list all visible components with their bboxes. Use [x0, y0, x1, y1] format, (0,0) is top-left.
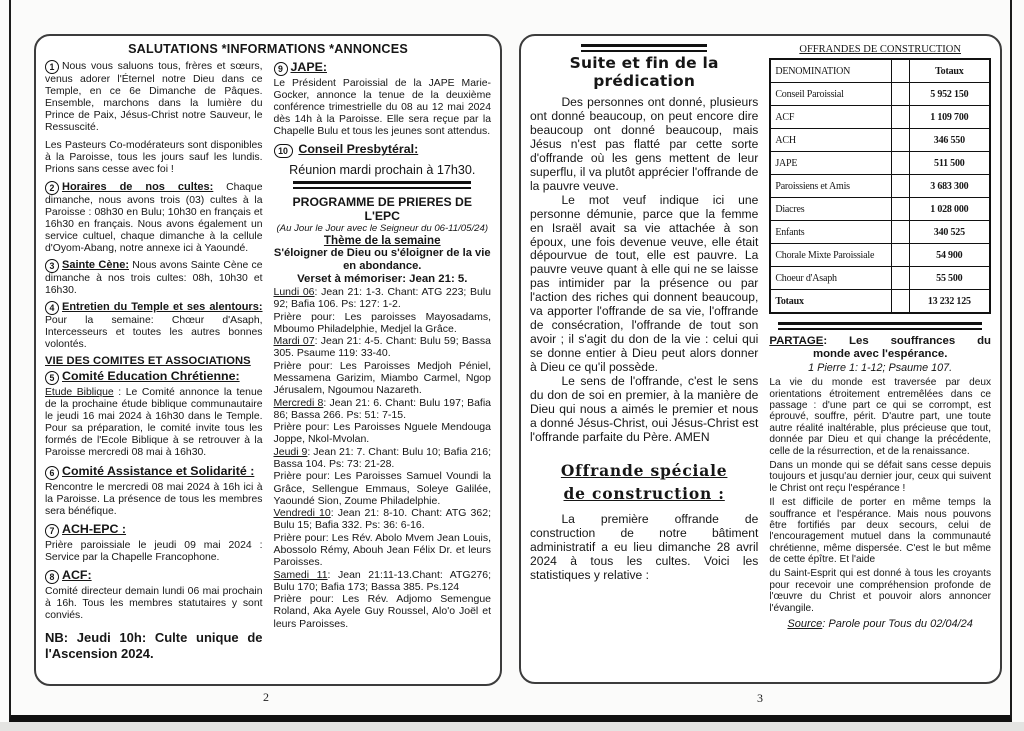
table-row: [770, 244, 990, 267]
row-value: 1 028 000: [909, 198, 990, 221]
item-2-number: 2: [45, 181, 59, 195]
day-entry-saturday: [274, 569, 492, 594]
table-spacer: [891, 152, 909, 175]
partage-paragraph-4: du Saint-Esprit qui est donné à tous les croyants pour recevoir une compréhension profonde de l'œuvre du Christ et pouvoir alors annoncer l'évangile.: [769, 568, 991, 614]
item-1-number: 1: [45, 60, 59, 74]
table-spacer: [891, 244, 909, 267]
source-label: Source: [787, 618, 823, 631]
special-offering-title-line2: de construction :: [563, 484, 725, 504]
day-entry-tuesday: [274, 335, 492, 360]
day-refs: : Jean 21: 1-3. Chant: ATG 223; Bulu 92; Bafia 106. Ps: 127: 1-2.: [273, 286, 491, 311]
sermon-paragraph-3: Le sens de l'offrande, c'est le sens du don de soi en premier, à la manière de Dieu qui nous a aimés le premier et nous a donné Jésus-Christ, oui Jésus-Christ est l'offrande parfaite du Père. AMEN: [530, 374, 759, 444]
left-columns: [45, 60, 491, 663]
partage-scripture-reference: 1 Pierre 1: 1-12; Psaume 107.: [808, 362, 953, 375]
table-spacer: [891, 290, 909, 314]
day-refs: : Jean 21: 4-5. Chant: Bulu 59; Bassa 305. Psaume 119: 33-40.: [273, 335, 491, 360]
partage-section: [769, 335, 991, 630]
left-column-2: [274, 60, 492, 663]
day-prayer-friday: Prière pour: Les Rév. Abolo Mvem Jean Louis, Abossolo Rémy, Abouh Jean Félix Dr. et leurs Paroisses.: [273, 531, 491, 569]
page-number-right: 3: [757, 691, 763, 705]
item-7-number: 7: [45, 524, 59, 538]
program-theme: S'éloigner de Dieu ou s'éloigner de la vie en abondance.: [273, 247, 491, 273]
bulletin-page-right: [519, 34, 1002, 684]
item-4-title: Entretien du Temple et ses alentours:: [62, 300, 263, 313]
table-row: [770, 175, 990, 198]
day-prayer-wednesday: Prière pour: Les Paroisses Nguele Mendouga Joppe, Nkol-Mvolan.: [273, 421, 491, 446]
page-left-header: SALUTATIONS *INFORMATIONS *ANNONCES: [128, 42, 408, 56]
item-2: [45, 181, 263, 255]
item-8: [45, 568, 263, 622]
table-header-totaux: Totaux: [909, 59, 990, 83]
day-entry-thursday: [274, 446, 492, 471]
item-5-lead: Etude Biblique: [45, 387, 114, 399]
item-5-number: 5: [45, 371, 59, 385]
table-row: [770, 267, 990, 290]
day-name: Mardi 07: [273, 335, 315, 348]
special-offering-text: La première offrande de construction de notre bâtiment administratif a eu lieu dimanche 28 avril 2024 à tous les cultes. Voici les statistiques y relative :: [530, 512, 759, 583]
sermon-title: Suite et fin de la prédication: [569, 54, 719, 90]
day-prayer-thursday: Prière pour: Les Paroisses Samuel Voundi la Grâce, Sellengue Emmaus, Soleye Galilée, Yaoundé Sion, Zoume Philadelphie.: [273, 470, 491, 507]
row-label: Diacres: [770, 198, 891, 221]
section-header-comites: VIE DES COMITES ET ASSOCIATIONS: [45, 355, 251, 368]
special-offering-title: [530, 459, 758, 506]
right-column-2: [769, 40, 991, 630]
table-spacer: [891, 267, 909, 290]
table-row: [770, 129, 990, 152]
partage-source: [769, 618, 991, 630]
right-column-1: [530, 40, 758, 630]
double-rule-divider: [293, 181, 471, 189]
item-9-number: 9: [274, 62, 288, 76]
item-7: [45, 522, 263, 564]
row-value: 511 500: [909, 152, 990, 175]
row-value: 346 550: [909, 129, 990, 152]
item-4-number: 4: [45, 301, 59, 315]
day-name: Mercredi 8: [273, 396, 324, 409]
row-value: 1 109 700: [909, 106, 990, 129]
conseil-meeting-line: Réunion mardi prochain à 17h30.: [289, 163, 476, 178]
row-value: 54 900: [909, 244, 990, 267]
program-subtitle: (Au Jour le Jour avec le Seigneur du 06-11/05/24): [276, 223, 489, 235]
row-label: Conseil Paroissial: [770, 83, 891, 106]
row-value: 55 500: [909, 267, 990, 290]
day-name: Samedi 11: [273, 568, 328, 581]
table-spacer: [891, 106, 909, 129]
row-value: 5 952 150: [909, 83, 990, 106]
table-row: [770, 83, 990, 106]
item-8-number: 8: [45, 570, 59, 584]
row-label: ACF: [770, 106, 891, 129]
row-label: ACH: [770, 129, 891, 152]
page-number-left: 2: [263, 690, 269, 704]
partage-heading-line1: [769, 335, 991, 348]
offerings-table: [769, 58, 991, 314]
item-7-title: ACH-EPC :: [62, 521, 127, 536]
table-spacer: [891, 129, 909, 152]
table-header-denomination: DENOMINATION: [770, 59, 891, 83]
table-spacer: [891, 221, 909, 244]
right-columns: [530, 40, 991, 630]
scan-bottom-strip: [0, 722, 1024, 731]
day-entry-friday: [274, 507, 492, 532]
item-1-text: Nous vous saluons tous, frères et sœurs, venus adorer l'Éternel notre Dieu dans ce Temple, en ce 6e Dimanche de Pâques. Ensemble, marchons dans la lumière du Prince de Paix, Jésus-Christ notre Sauveur, le Ressuscité.: [45, 61, 263, 134]
item-1-text2: Les Pasteurs Co-modérateurs sont disponibles à la Paroisse, tous les jours sauf les lundis. Prions sans cesse avec foi !: [45, 140, 263, 176]
item-3-number: 3: [45, 259, 59, 273]
program-title: PROGRAMME DE PRIERES DE L'EPC: [292, 195, 472, 224]
item-3-title: Sainte Cène:: [62, 258, 129, 271]
item-9-text: Le Président Paroissial de la JAPE Marie-Gocker, annonce la tenue de la deuxième conférence trimestrielle du 08 au 12 mai 2024 dès 14h à la Paroisse. Elle sera reçue par la Chapelle Bulu et tous les jeunes sont attendus.: [273, 78, 491, 138]
table-spacer: [891, 198, 909, 221]
row-label: Enfants: [770, 221, 891, 244]
item-6-title: Comité Assistance et Solidarité :: [62, 463, 255, 478]
item-2-text: Chaque dimanche, nous avons trois (03) cultes à la Paroisse : 08h30 en Bulu; 10h30 en français et 16h30 en français. Nous avons également un service cultuel, chaque dimanche à la cellule d'Oyom-Abang, notre annexe ici à Yaoundé.: [45, 181, 263, 254]
total-value: 13 232 125: [909, 290, 990, 314]
day-prayer-tuesday: Prière pour: Les Paroisses Medjoh Péniel, Messamena Garizim, Miambo Carmel, Ngop Jérusalem, Ngoumou Nazareth.: [273, 359, 491, 397]
double-rule-partage: [778, 322, 982, 330]
special-offering-title-line1: Offrande spéciale: [560, 460, 728, 480]
partage-paragraph-1: La vie du monde est traversée par deux orientations étroitement entremêlées dans ce passage : d'une part ce qui se corrompt, est éprouvé, souffre, périt. D'autre part, une toute autre réalité inaltérable, plus précieuse que tout, donnée par Dieu et qui change la précédente, celle de la résurrection, et de la renaissance.: [769, 377, 991, 457]
item-4-text: Pour la semaine: Chœur d'Asaph, Intercesseurs et toutes les autres bonnes volontés.: [45, 314, 263, 351]
item-3-text: Nous avons Sainte Cène ce dimanche à nos trois cultes: 08h, 10h30 et 16h30.: [45, 259, 263, 296]
day-entry-wednesday: [274, 397, 492, 422]
item-10: [274, 142, 492, 177]
sermon-paragraph-2: Le mot veuf indique ici une personne démunie, parce que la femme en Israël avait sa vie attachée à son époux, une fois devenue veuve, elle était dépourvue de tout, elle est pauvre. La pauvre veuve quant à elle qui ne se laisse pas intimider par la présence ou par l'action des riches qui donnent beaucoup, va apporter l'offrande de sa vie, l'offrande de consécration, l'offrande de tout son avoir ; il s'agit du don de la vie : celui qui se donne entier à Dieu peut alors donner à Dieu ce qu'il possède.: [530, 192, 759, 375]
item-3: [45, 259, 263, 297]
day-refs: : Jean 21:11-13.Chant: ATG276; Bulu 170; Bafia 173; Bassa 385. Ps.124: [273, 568, 492, 593]
row-value: 340 525: [909, 221, 990, 244]
day-prayer-monday: Prière pour: Les paroisses Mayosadams, Mboumo Philadelphie, Medjel la Grâce.: [273, 310, 491, 335]
partage-paragraph-2: Dans un monde qui se défait sans cesse depuis toujours et jusqu'au dernier jour, ceux qui suivent le Christ ont reçu l'espérance !: [769, 459, 991, 494]
item-6-text: Rencontre le mercredi 08 mai 2024 à 16h ici à la Paroisse. La présence de tous les membres sera bénéfique.: [45, 481, 263, 517]
source-rest: : Parole pour Tous du 02/04/24: [822, 618, 973, 631]
partage-title-rest: : Les souffrances du: [823, 335, 991, 347]
partage-label: PARTAGE: [769, 335, 824, 347]
table-header-row: [770, 59, 990, 83]
table-spacer: [891, 59, 909, 83]
day-entry-monday: [274, 286, 492, 311]
row-label: Choeur d'Asaph: [770, 267, 891, 290]
day-prayer-saturday: Prière pour: Les Rév. Adjomo Semengue Roland, Aka Ayele Guy Roussel, Alo'o Joël et leurs Paroisses.: [273, 593, 491, 630]
nb-note: NB: Jeudi 10h: Culte unique de l'Ascension 2024.: [45, 630, 263, 662]
partage-paragraph-3: Il est difficile de porter en même temps la souffrance et l'espérance. Mais nous pouvons être fortifiés par deux secours, celui de l'encouragement mutuel dans la communauté chrétienne, même dispersée. C'est le but même de cette épître. Et l'aide: [769, 497, 991, 566]
item-10-number: 10: [274, 144, 293, 158]
item-9-title: JAPE:: [290, 60, 327, 74]
day-name: Vendredi 10: [273, 507, 331, 520]
item-6-number: 6: [45, 466, 59, 480]
item-5-text: : Le Comité annonce la tenue de la prochaine étude biblique communautaire le jeudi 16 mai 2024 à 16h30 dans le Temple. Pour sa préparation, le comité invite tous les formés de l'Ecole Biblique à se retrouver à la Paroisse mercredi 08 mai à 16h30.: [45, 387, 263, 459]
table-spacer: [891, 83, 909, 106]
item-6: [45, 464, 263, 518]
item-7-text: Prière paroissiale le jeudi 09 mai 2024 : Service par la Chapelle Francophone.: [45, 539, 263, 563]
bulletin-page-left: [34, 34, 502, 686]
table-row: [770, 152, 990, 175]
table-row: [770, 221, 990, 244]
day-name: Lundi 06: [273, 286, 315, 299]
item-8-title: ACF:: [62, 567, 92, 582]
program-theme-label: Thème de la semaine: [323, 234, 441, 248]
item-8-text: Comité directeur demain lundi 06 mai prochain à 16h. Tous les membres statutaires y sont conviés.: [45, 585, 263, 621]
item-4: [45, 301, 263, 351]
partage-heading-line2: monde avec l'espérance.: [812, 348, 948, 361]
item-10-title: Conseil Presbytéral:: [298, 142, 419, 157]
day-name: Jeudi 9: [273, 445, 308, 458]
row-label: Paroissiens et Amis: [770, 175, 891, 198]
double-rule-sermon: [581, 44, 707, 52]
item-9: [274, 60, 492, 138]
day-refs: : Jean 21: 7. Chant: Bulu 10; Bafia 216; Bassa 104. Ps: 73: 21-28.: [273, 445, 492, 470]
day-refs: : Jean 21: 8-10. Chant: ATG 362; Bulu 15; Bafia 332. Ps: 36: 6-16.: [273, 507, 491, 532]
table-row: [770, 106, 990, 129]
item-5: [45, 369, 263, 459]
row-label: JAPE: [770, 152, 891, 175]
row-label: Chorale Mixte Paroissiale: [770, 244, 891, 267]
item-2-title: Horaires de nos cultes:: [62, 180, 214, 193]
item-1: [45, 60, 263, 177]
total-label: Totaux: [770, 290, 891, 314]
item-5-title: Comité Education Chrétienne:: [62, 369, 240, 384]
table-total-row: [770, 290, 990, 314]
sermon-paragraph-1: Des personnes ont donné, plusieurs ont donné beaucoup, on peut encore dire beaucoup ont donné beaucoup, mais Jésus n'est pas flatté par cette sorte d'offrande où les gens mettent de leur superflu, il va plutôt apprécier l'offrande de la pauvre veuve.: [530, 95, 759, 193]
offerings-table-title: OFFRANDES DE CONSTRUCTION: [799, 44, 961, 55]
row-value: 3 683 300: [909, 175, 990, 198]
table-spacer: [891, 175, 909, 198]
day-refs: : Jean 21: 6. Chant: Bulu 197; Bafia 86; Bassa 266. Ps: 51: 7-15.: [273, 396, 492, 421]
left-column-1: [45, 60, 263, 663]
table-row: [770, 198, 990, 221]
program-verse: Verset à mémoriser: Jean 21: 5.: [297, 273, 468, 286]
